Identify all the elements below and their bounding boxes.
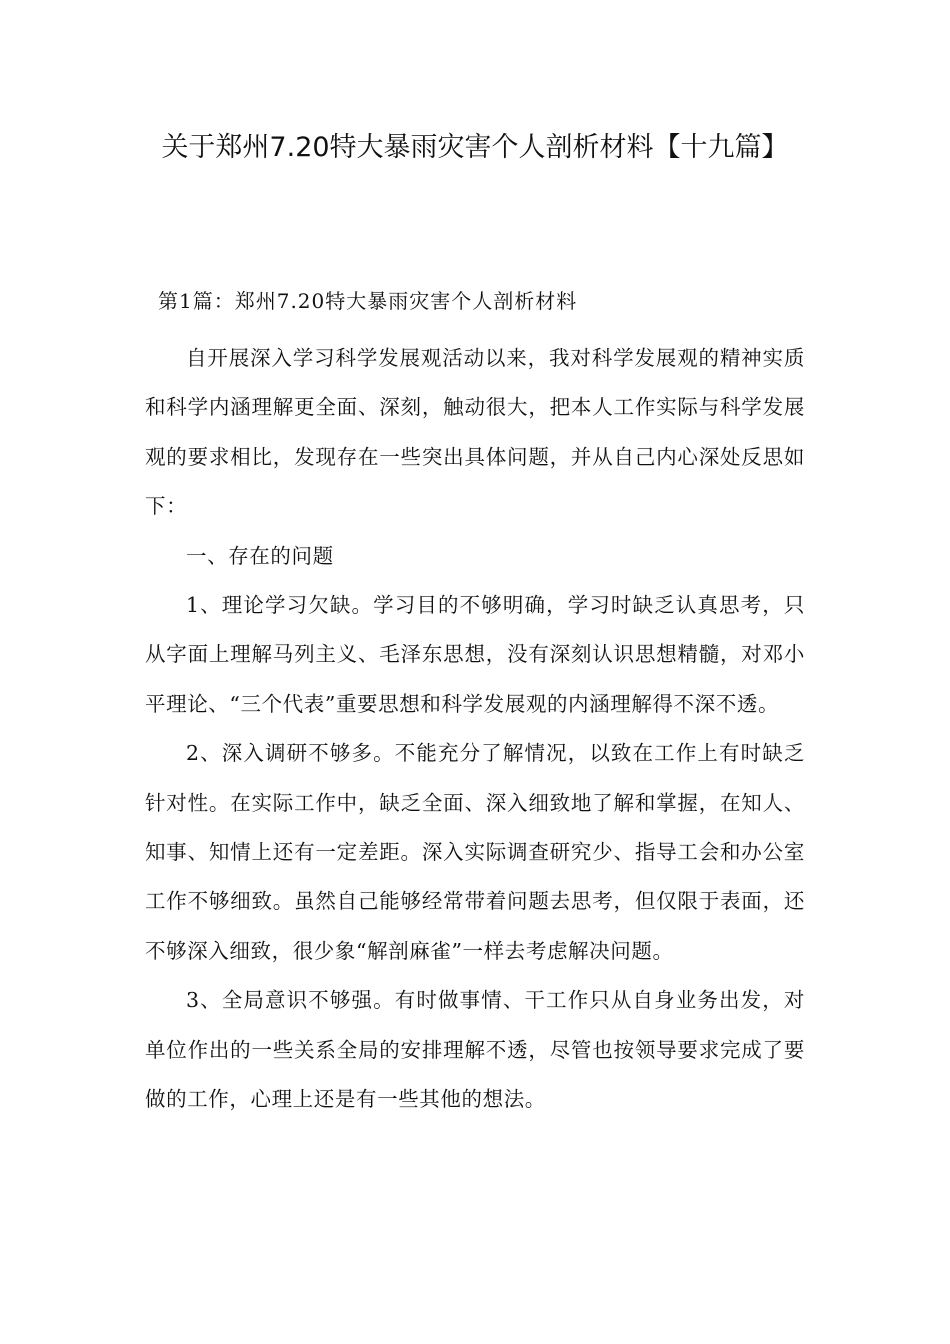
paragraph-subheading-problems: 一、存在的问题 bbox=[186, 543, 334, 568]
document-title: 关于郑州7.20特大暴雨灾害个人剖析材料【十九篇】 bbox=[161, 132, 789, 163]
paragraph-intro: 自开展深入学习科学发展观活动以来，我对科学发展观的精神实质和科学内涵理解更全面、深刻，触动很大，把本人工作实际与科学发展观的要求相比，发现存在一些突出具体问题，并从自己内心深处反思如下： bbox=[145, 346, 805, 519]
paragraph-point-2: 2、深入调研不够多。不能充分了解情况，以致在工作上有时缺乏针对性。在实际工作中，缺乏全面、深入细致地了解和掌握，在知人、知事、知情上还有一定差距。深入实际调查研究少、指导工会和办公室工作不够细致。虽然自己能够经常带着问题去思考，但仅限于表面，还不够深入细致，很少象“解剖麻雀”一样去考虑解决问题。 bbox=[145, 741, 805, 963]
body-text bbox=[145, 334, 805, 1125]
section-heading: 第1篇：郑州7.20特大暴雨灾害个人剖析材料 bbox=[158, 289, 578, 313]
paragraph-point-3: 3、全局意识不够强。有时做事情、干工作只从自身业务出发，对单位作出的一些关系全局的安排理解不透，尽管也按领导要求完成了要做的工作，心理上还是有一些其他的想法。 bbox=[145, 988, 805, 1112]
paragraph-point-1: 1、理论学习欠缺。学习目的不够明确，学习时缺乏认真思考，只从字面上理解马列主义、毛泽东思想，没有深刻认识思想精髓，对邓小平理论、“三个代表”重要思想和科学发展观的内涵理解得不深不透。 bbox=[145, 593, 805, 716]
